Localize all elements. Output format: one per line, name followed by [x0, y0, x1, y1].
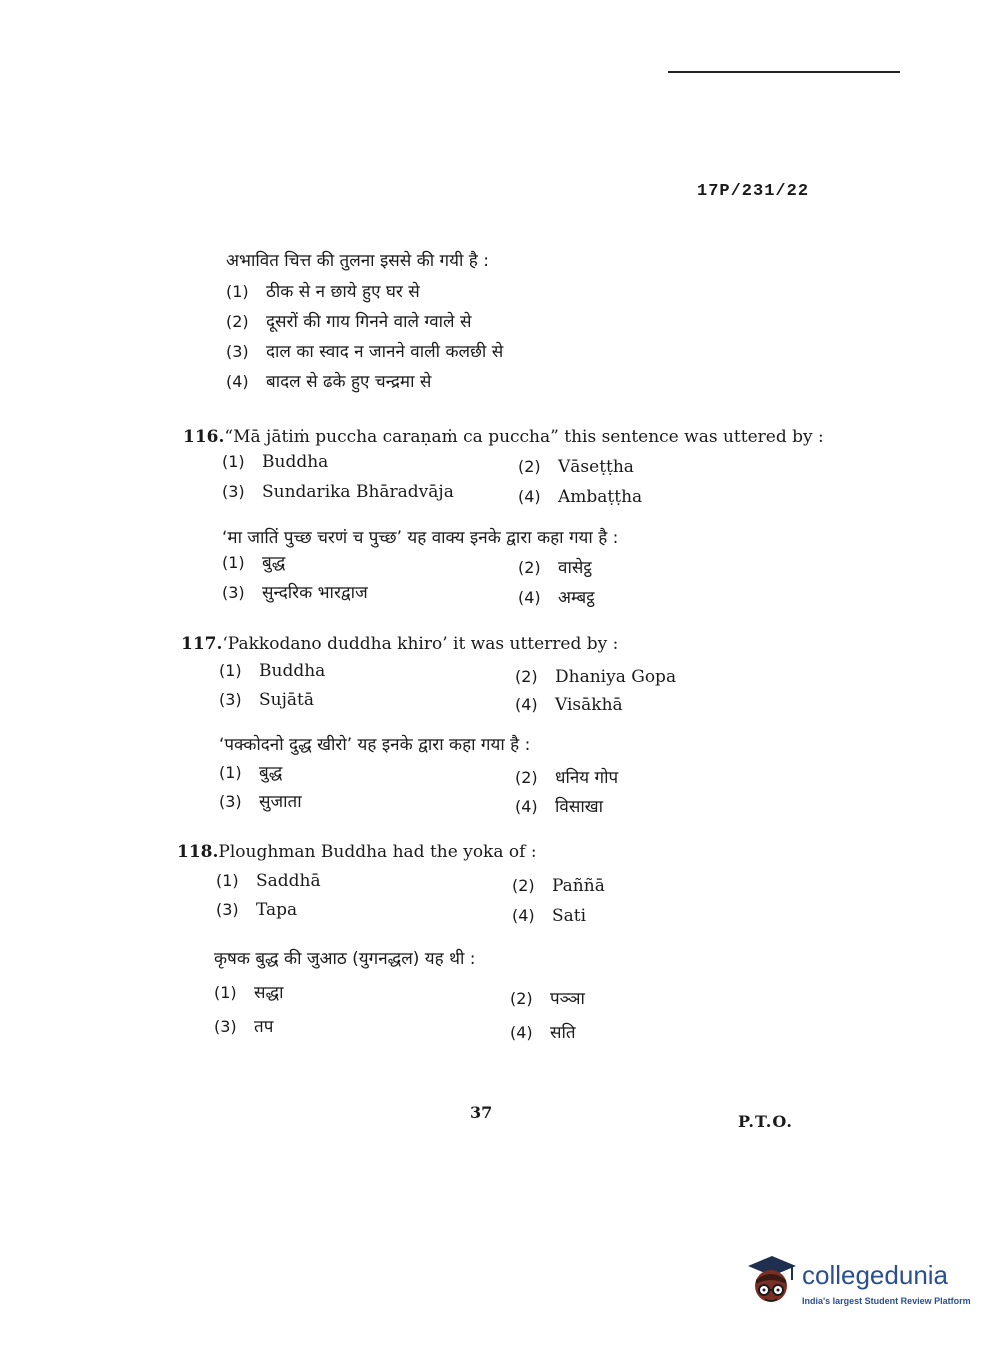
option-text: सति — [550, 1023, 576, 1043]
q115-hindi-option — [226, 279, 420, 302]
option-number: (1) — [222, 452, 245, 471]
option-number: (4) — [510, 1023, 533, 1042]
option-number: (1) — [214, 983, 237, 1002]
option-text: Dhaniya Gopa — [555, 667, 677, 687]
q118-stem-line — [177, 842, 537, 862]
q117-option-2 — [515, 667, 676, 687]
option-text: Tapa — [256, 900, 298, 920]
q116-option-3 — [222, 482, 454, 502]
q118-hindi-option-3 — [214, 1014, 273, 1037]
q115-hindi-option — [226, 309, 471, 332]
q117-stem-line — [181, 634, 618, 654]
q118-hindi-option-2 — [510, 986, 585, 1009]
option-number: (3) — [222, 482, 245, 501]
option-number: (3) — [226, 342, 249, 361]
q117-option-3 — [219, 690, 314, 710]
q117-hindi-option-2 — [515, 765, 618, 788]
option-number: (1) — [219, 661, 242, 680]
option-number: (4) — [518, 487, 541, 506]
option-text: तप — [254, 1017, 274, 1037]
option-text: Visākhā — [555, 695, 623, 715]
option-text: Sundarika Bhāradvāja — [262, 482, 454, 502]
option-text: बादल से ढके हुए चन्द्रमा से — [266, 372, 432, 392]
option-number: (3) — [214, 1017, 237, 1036]
q117-option-1 — [219, 661, 325, 681]
q117-hindi-option-3 — [219, 789, 302, 812]
option-number: (2) — [518, 558, 541, 577]
option-number: (1) — [226, 282, 249, 301]
option-number: (4) — [512, 906, 535, 925]
option-text: Paññā — [552, 876, 605, 896]
q116-option-4 — [518, 487, 642, 507]
q115-hindi-option — [226, 369, 431, 392]
q116-stem-line — [183, 427, 824, 447]
q118-option-2 — [512, 876, 605, 896]
page-number: 37 — [470, 1103, 493, 1122]
collegedunia-watermark — [742, 1250, 972, 1320]
q118-hindi-option-1 — [214, 980, 283, 1003]
question-stem: “Mā jātiṁ puccha caraṇaṁ ca puccha” this sentence was uttered by : — [224, 427, 824, 447]
option-number: (3) — [219, 690, 242, 709]
option-number: (2) — [510, 989, 533, 1008]
q115-hindi-option — [226, 339, 503, 362]
q118-option-4 — [512, 906, 586, 926]
option-text: धनिय गोप — [555, 768, 619, 788]
option-text: ठीक से न छाये हुए घर से — [266, 282, 420, 302]
option-number: (2) — [518, 457, 541, 476]
option-text: Vāseṭṭha — [558, 457, 634, 477]
option-text: पञ्ञा — [550, 989, 585, 1009]
q116-hindi-option-1 — [222, 550, 285, 573]
pto-label: P.T.O. — [738, 1112, 793, 1131]
q116-hindi-option-2 — [518, 555, 592, 578]
option-number: (2) — [515, 667, 538, 686]
q118-hindi-option-4 — [510, 1020, 576, 1043]
option-number: (1) — [216, 871, 239, 890]
q116-option-1 — [222, 452, 328, 472]
option-text: वासेट्ठ — [558, 558, 592, 578]
option-number: (4) — [515, 797, 538, 816]
option-text: विसाखा — [555, 797, 604, 817]
option-number: (4) — [518, 588, 541, 607]
q116-hindi-option-3 — [222, 580, 368, 603]
q118-hindi-stem: कृषक बुद्ध की जुआठ (युगनद्धल) यह थी : — [214, 949, 476, 969]
option-text: Saddhā — [256, 871, 321, 891]
option-number: (3) — [222, 583, 245, 602]
option-number: (3) — [219, 792, 242, 811]
q117-hindi-option-4 — [515, 794, 603, 817]
option-text: बुद्ध — [262, 553, 286, 573]
option-text: दूसरों की गाय गिनने वाले ग्वाले से — [266, 312, 472, 332]
q116-hindi-option-4 — [518, 585, 595, 608]
q117-hindi-option-1 — [219, 760, 282, 783]
option-text: Ambaṭṭha — [558, 487, 643, 507]
question-stem: Ploughman Buddha had the yoka of : — [218, 842, 537, 862]
q116-hindi-stem: ‘मा जातिं पुच्छ चरणं च पुच्छ’ यह वाक्य इनके द्वारा कहा गया है : — [222, 528, 619, 548]
q117-option-4 — [515, 695, 623, 715]
option-number: (4) — [226, 372, 249, 391]
option-number: (4) — [515, 695, 538, 714]
question-number: 116. — [183, 427, 225, 447]
option-number: (2) — [515, 768, 538, 787]
question-number: 118. — [177, 842, 219, 862]
option-text: दाल का स्वाद न जानने वाली कलछी से — [266, 342, 504, 362]
collegedunia-logo-icon — [742, 1250, 800, 1312]
question-number: 117. — [181, 634, 223, 654]
top-rule — [668, 71, 900, 73]
q117-hindi-stem: ‘पक्कोदनो दुद्ध खीरो’ यह इनके द्वारा कहा गया है : — [219, 735, 531, 755]
option-text: Buddha — [262, 452, 329, 472]
q115-hindi-stem: अभावित चित्त की तुलना इससे की गयी है : — [226, 251, 489, 271]
option-number: (2) — [226, 312, 249, 331]
option-text: सुजाता — [259, 792, 302, 812]
option-text: Buddha — [259, 661, 326, 681]
question-stem: ‘Pakkodano duddha khiro’ it was utterred by : — [222, 634, 619, 654]
q116-option-2 — [518, 457, 634, 477]
option-text: Sati — [552, 906, 587, 926]
option-text: सद्धा — [254, 983, 284, 1003]
q118-option-1 — [216, 871, 321, 891]
option-text: सुन्दरिक भारद्वाज — [262, 583, 368, 603]
brand-name: collegedunia — [802, 1260, 949, 1290]
page-code: 17P/231/22 — [697, 182, 810, 201]
option-text: अम्बट्ठ — [558, 588, 595, 608]
option-number: (2) — [512, 876, 535, 895]
option-number: (1) — [219, 763, 242, 782]
option-number: (3) — [216, 900, 239, 919]
q118-option-3 — [216, 900, 297, 920]
option-number: (1) — [222, 553, 245, 572]
brand-tagline: India's largest Student Review Platform — [802, 1296, 971, 1306]
option-text: Sujātā — [259, 690, 314, 710]
option-text: बुद्ध — [259, 763, 283, 783]
